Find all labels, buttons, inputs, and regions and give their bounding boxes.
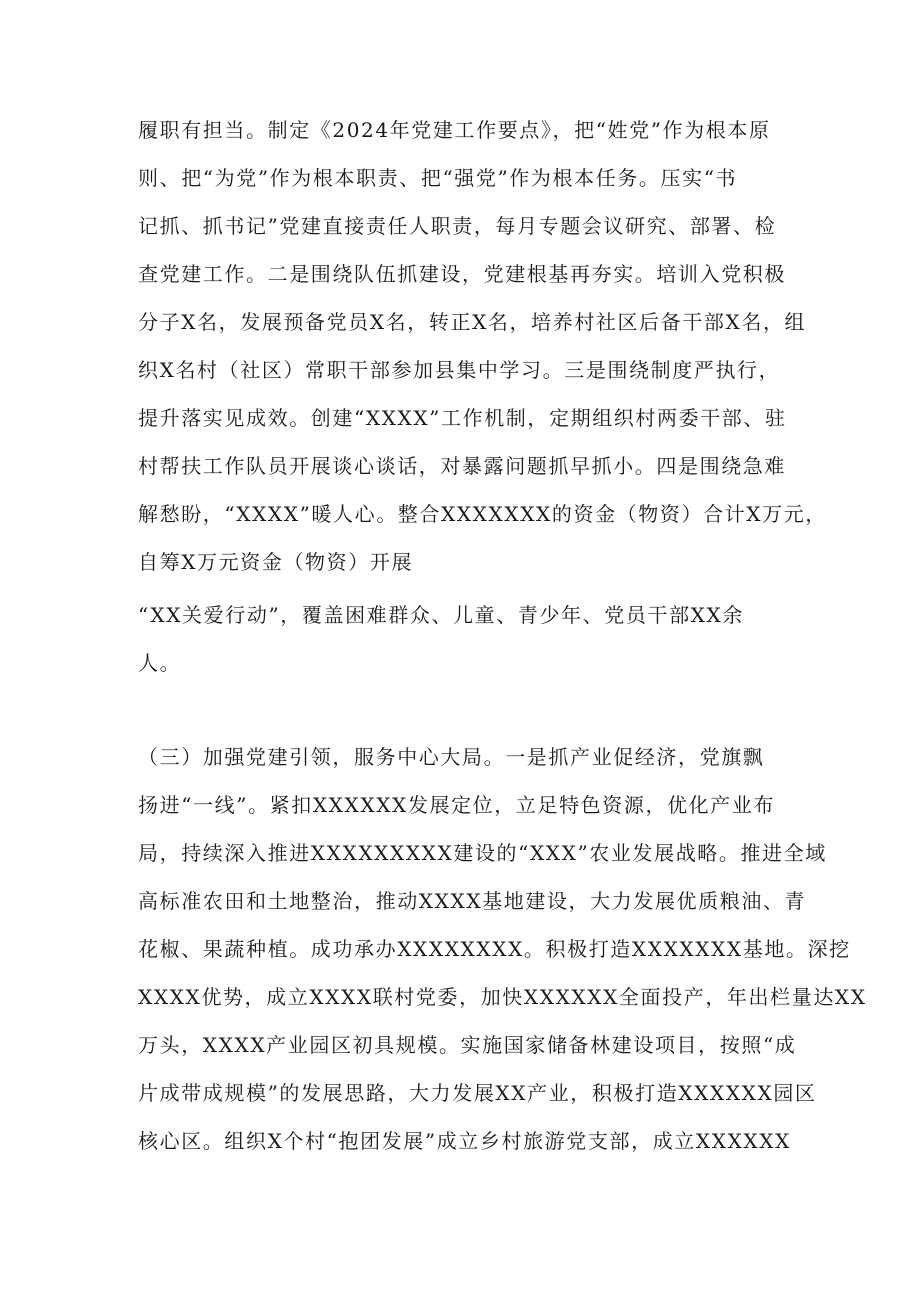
text-line: 局，持续深入推进XXXXXXXXX建设的“XXX”农业发展战略。推进全域 [138, 841, 827, 865]
text-line: 高标准农田和土地整治，推动XXXX基地建设，大力发展优质粮油、青 [138, 889, 807, 913]
section-heading-line: （三）加强党建引领，服务中心大局。一是抓产业促经济，党旗飘 [138, 745, 765, 769]
text-line: 履职有担当。制定《2024年党建工作要点》，把“姓党”作为根本原 [138, 118, 771, 142]
text-line: 核心区。组织X个村“抱团发展”成立乡村旅游党支部，成立XXXXXX [138, 1129, 791, 1153]
text-line: 解愁盼，“XXXX”暖人心。整合XXXXXXX的资金（物资）合计X万元， [138, 502, 827, 526]
text-line: 片成带成规模”的发展思路，大力发展XX产业，积极打造XXXXXX园区 [138, 1081, 817, 1105]
text-line: 提升落实见成效。创建“XXXX”工作机制，定期组织村两委干部、驻 [138, 406, 787, 430]
text-line: 记抓、抓书记”党建直接责任人职责，每月专题会议研究、部署、检 [138, 214, 777, 238]
text-line: 自筹X万元资金（物资）开展 [138, 550, 414, 574]
text-line: 村帮扶工作队员开展谈心谈话，对暴露问题抓早抓小。四是围绕急难 [138, 454, 786, 478]
text-line: 人。 [138, 651, 182, 675]
text-line: XXXX优势，成立XXXX联村党委，加快XXXXXX全面投产，年出栏量达XX [138, 985, 867, 1009]
text-line: 织X名村（社区）常职干部参加县集中学习。三是围绕制度严执行， [138, 358, 781, 382]
text-line: 分子X名，发展预备党员X名，转正X名，培养村社区后备干部X名，组 [138, 310, 807, 334]
text-line: 扬进“一线”。紧扣XXXXXX发展定位，立足特色资源，优化产业布 [138, 793, 776, 817]
text-line: 则、把“为党”作为根本职责、把“强党”作为根本任务。压实“书 [138, 166, 738, 190]
text-line: 查党建工作。二是围绕队伍抓建设，党建根基再夯实。培训入党积极 [138, 262, 786, 286]
text-line: 花椒、果蔬种植。成功承办XXXXXXXX。积极打造XXXXXXX基地。深挖 [138, 937, 851, 961]
text-line: “XX关爱行动”，覆盖困难群众、儿童、青少年、党员干部XX余 [138, 603, 744, 627]
text-line: 万头，XXXX产业园区初具规模。实施国家储备林建设项目，按照“成 [138, 1033, 797, 1057]
